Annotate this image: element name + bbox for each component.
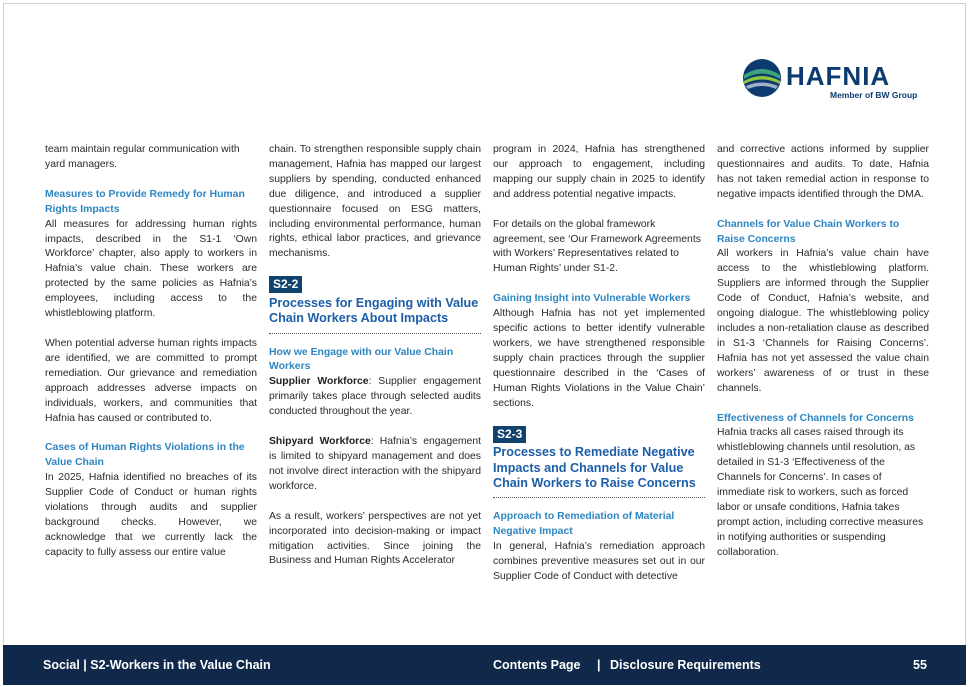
column-3 <box>493 143 705 585</box>
subheading-engage: How we Engage with our Value Chain Workers <box>269 346 454 373</box>
lead-supplier-workforce: Supplier Workforce <box>269 376 369 388</box>
lead-shipyard-workforce: Shipyard Workforce <box>269 436 371 448</box>
paragraph: All measures for addressing human rights impacts, described in the S1-1 ‘Own Workforce’ chapter, also apply to workers in Hafnia’s value chain. These workers are protected by the same policies as Hafnia’s employees, including access to the whistleblowing platform. <box>45 218 257 320</box>
paragraph: As a result, workers’ perspectives are not yet incorporated into decision-making or impact mitigation activities. Since joining the Business and Human Rights Accelerator <box>269 510 481 567</box>
disclosure-requirements-link[interactable]: Disclosure Requirements <box>610 658 761 672</box>
subheading-vulnerable: Gaining Insight into Vulnerable Workers <box>493 293 691 305</box>
paragraph <box>269 435 481 495</box>
logo-wordmark: HAFNIA <box>786 61 891 91</box>
footer-separator: | <box>597 658 601 672</box>
paragraph: Although Hafnia has not yet implemented specific actions to better identify vulnerable workers, we have strengthened responsible supply chain practices through the supplier questionnaire described in the ‘Cases of Human Rights Violations in the Value Chain’ sections. <box>493 308 705 409</box>
paragraph: For details on the global framework agreement, see ‘Our Framework Agreements with Workers’ Representatives related to Human Rights’ under S1-2. <box>493 218 701 275</box>
paragraph: When potential adverse human rights impacts are identified, we are committed to prompt remediation. Our grievance and remediation approach addresses adverse impacts on individuals, workers, and communities that Hafnia has caused or contributed to. <box>45 337 257 424</box>
paragraph: chain. To strengthen responsible supply chain management, Hafnia has mapped our largest suppliers by spending, conducted enhanced due diligence, and introduced a supplier questionnaire focused on ESG matters, including environmental performance, human rights, ethical labor practices, and grievance mechanisms. <box>269 144 481 260</box>
paragraph: In general, Hafnia’s remediation approach combines preventive measures set out in our Supplier Code of Conduct with detective <box>493 540 705 582</box>
subheading-effectiveness: Effectiveness of Channels for Concerns <box>717 412 914 424</box>
column-2 <box>269 143 481 569</box>
paragraph: program in 2024, Hafnia has strengthened our approach to engagement, including mapping our supply chain in 2025 to identify and address potential negative impacts. <box>493 144 705 200</box>
paragraph: In 2025, Hafnia identified no breaches of its Supplier Code of Conduct or human rights violations through audits and supplier background checks. However, we acknowledge that we currently lack the capacity to fully assess our entire value <box>45 472 257 558</box>
section-tag-s2-3: S2-3 <box>493 426 526 443</box>
subheading-remediation: Approach to Remediation of Material Negative Impact <box>493 511 675 537</box>
column-4 <box>717 143 929 561</box>
paragraph: and corrective actions informed by supplier questionnaires and audits. To date, Hafnia has not taken remedial action in response to negative impacts identified through the DMA. <box>717 144 929 200</box>
paragraph-text: : Supplier engagement primarily takes place through selected audits conducted throughout the year. <box>269 376 482 418</box>
section-title-s2-2: Processes for Engaging with Value Chain Workers About Impacts <box>269 296 481 333</box>
subheading-remedy: Measures to Provide Remedy for Human Rights Impacts <box>45 188 245 215</box>
paragraph: All workers in Hafnia’s value chain have access to the whistleblowing platform. Suppliers are informed through the Supplier Code of Conduct, Hafnia’s website, and ongoing dialogue. The whistleblowing policy includes a non-retaliation clause as described in S1-3 ‘Channels for Raising Concerns’. Hafnia has not yet assessed the value chain workers’ awareness of or trust in these channels. <box>717 248 929 394</box>
paragraph <box>269 375 481 420</box>
paragraph: team maintain regular communication with yard managers. <box>45 144 240 170</box>
paragraph-text: : Hafnia’s engagement is limited to shipyard management and does not involve direct interaction with the shipyard workforce. <box>269 436 481 492</box>
logo-tagline: Member of BW Group <box>830 90 918 100</box>
paragraph: Hafnia tracks all cases raised through its whistleblowing channels until resolution, as detailed in S1-3 ‘Effectiveness of the Channels for Concerns’. In cases of immediate risk to workers, such as forced labor or unsafe conditions, Hafnia takes prompt action, including corrective measures in notifying authorities or suspending collaboration. <box>717 427 924 558</box>
subheading-violations: Cases of Human Rights Violations in the Value Chain <box>45 442 245 469</box>
section-tag-s2-2: S2-2 <box>269 276 302 293</box>
section-title-s2-3: Processes to Remediate Negative Impacts and Channels for Value Chain Workers to Raise Concerns <box>493 445 705 498</box>
footer-section-link[interactable]: Social | S2-Workers in the Value Chain <box>43 658 271 672</box>
footer-bar <box>3 645 966 685</box>
hafnia-logo-mark-icon <box>742 58 782 98</box>
subheading-channels: Channels for Value Chain Workers to Raise Concerns <box>717 218 900 245</box>
hafnia-logo <box>742 58 927 104</box>
column-1 <box>45 143 257 561</box>
page-number: 55 <box>913 658 927 672</box>
contents-page-link[interactable]: Contents Page <box>493 658 581 672</box>
